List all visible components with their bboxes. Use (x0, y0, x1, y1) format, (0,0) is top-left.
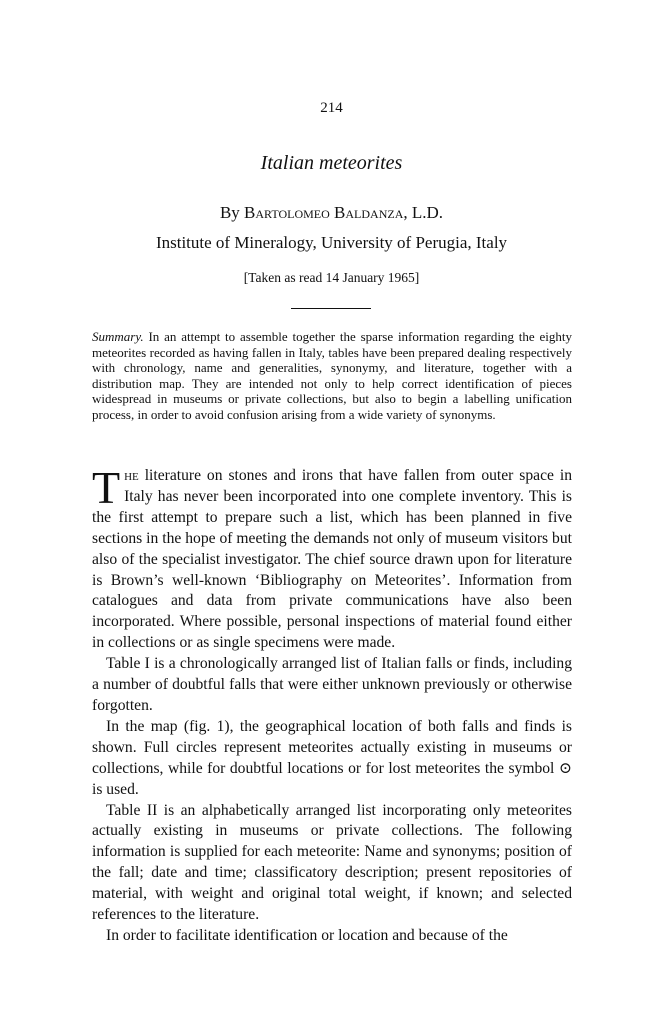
first-word: he (124, 467, 139, 484)
summary-text: In an attempt to assemble together the sparse information regarding the eighty meteorites recorded as having fallen in Italy, tables have been prepared dealing respectively with chronology, name and generalities, synonymy, and literature, together with a distribution map. They are intended not only to help correct identification of pieces widespread in museums or private collections, but also to begin a labelling unification process, in order to avoid confusion arising from a wide variety of synonyms. (92, 329, 572, 422)
byline-prefix: By (219, 203, 245, 222)
byline (0, 203, 663, 223)
divider-rule (291, 308, 371, 309)
body-paragraph-2: Table I is a chronologically arranged list of Italian falls or finds, including a number of doubtful falls that were either unknown previously or otherwise forgotten. (92, 655, 572, 714)
page-number: 214 (320, 100, 343, 116)
author-degree: , L.D. (403, 203, 444, 222)
taken-as-read-note: [Taken as read 14 January 1965] (243, 270, 420, 285)
body-paragraph-3: In the map (fig. 1), the geographical location of both falls and finds is shown. Full circles represent meteorites actually existing in museums or collections, while for doubtful locations or for lost meteorites the symbol ⊙ is used. (92, 717, 572, 798)
body-text (92, 462, 572, 947)
drop-cap: T (92, 462, 121, 513)
body-paragraph-5: In order to facilitate identification or location and because of the (106, 926, 508, 944)
body-paragraph-4: Table II is an alphabetically arranged list incorporating only meteorites actually existing in museums or private collections. The following information is supplied for each meteorite: Name and synonyms; position of the fall; date and time; classificatory description; present repositories of material, with weight and original total weight, if known; and selected references to the literature. (92, 801, 572, 924)
body-paragraph-1 (92, 462, 572, 654)
article-title: Italian meteorites (260, 152, 403, 174)
author-affiliation: Institute of Mineralogy, University of Perugia, Italy (155, 233, 508, 252)
author-name: Bartolomeo Baldanza (244, 203, 404, 222)
summary-paragraph (92, 329, 572, 423)
summary-label: Summary. (92, 329, 144, 344)
paragraph-1-text: literature on stones and irons that have fallen from outer space in Italy has never been incorporated into one complete inventory. This is the first attempt to prepare such a list, which has been planned in five sections in the hope of meeting the demands not only of museum visitors but also of the specialist investigator. The chief source drawn upon for literature is Brown’s well-known ‘Bibliography on Meteorites’. Information from catalogues and data from private communications have also been incorporated. Where possible, personal inspections of material found either in collections or as single specimens were made. (92, 467, 572, 652)
